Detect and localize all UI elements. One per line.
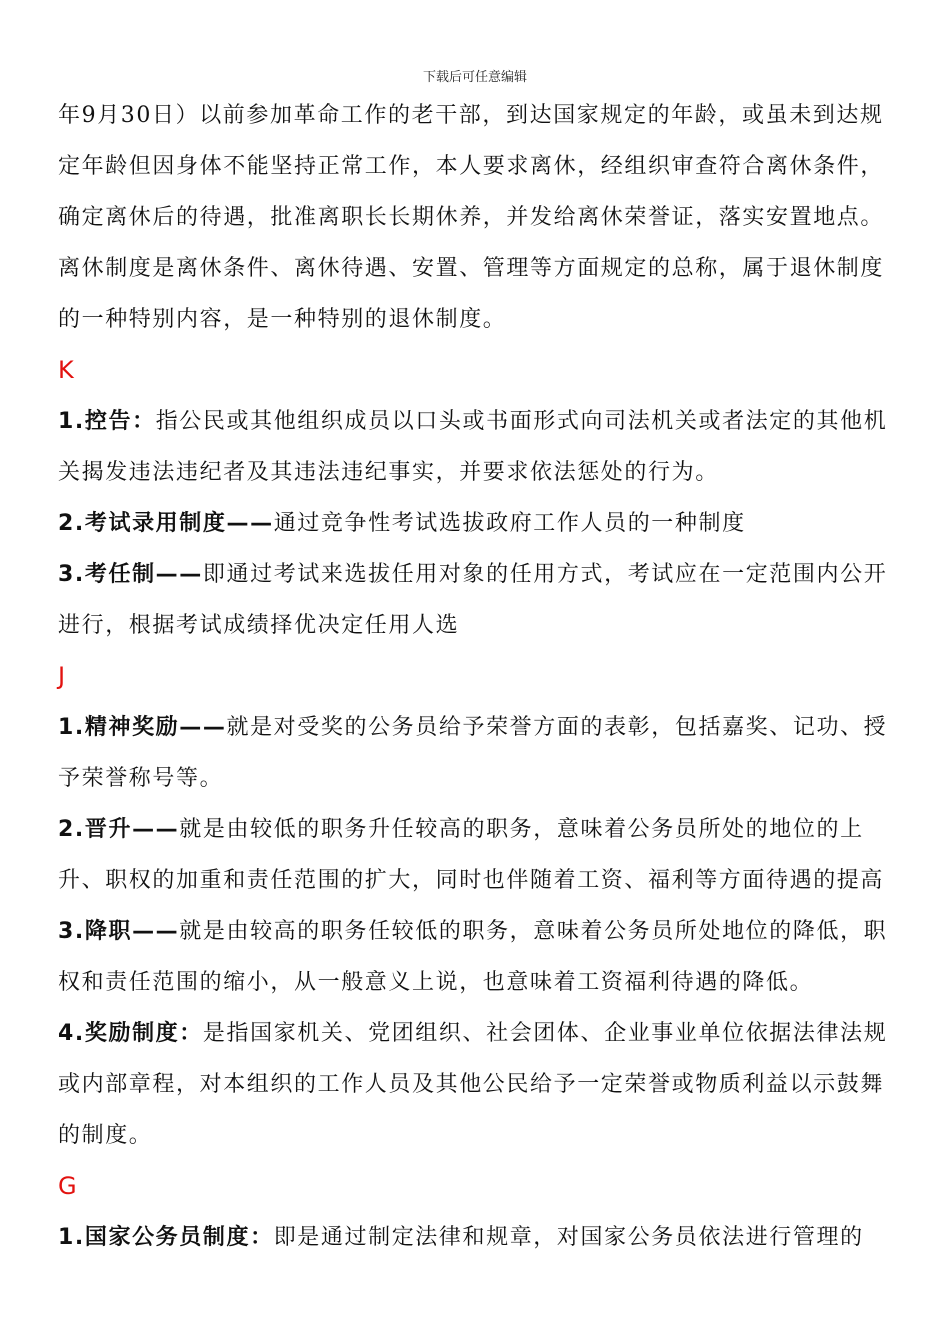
entry-definition: 就是由较低的职务升任较高的职务，意味着公务员所处的地位的上升、职权的加重和责任范围的扩大，同时也伴随着工资、福利等方面待遇的提高 bbox=[58, 817, 885, 893]
entry-definition: 就是对受奖的公务员给予荣誉方面的表彰，包括嘉奖、记功、授予荣誉称号等。 bbox=[58, 715, 888, 791]
section-letter-j: J bbox=[58, 662, 66, 690]
entry-term: 精神奖励—— bbox=[84, 715, 227, 740]
entry-g-1 bbox=[58, 1212, 898, 1263]
entry-k-1 bbox=[58, 396, 898, 498]
entry-number: 1. bbox=[58, 1225, 85, 1250]
entry-k-3 bbox=[58, 549, 898, 651]
intro-paragraph: 年9月30日）以前参加革命工作的老干部，到达国家规定的年龄，或虽未到达规定年龄但因身体不能坚持正常工作，本人要求离休，经组织审查符合离休条件，确定离休后的待遇，批准离职长长期休养，并发给离休荣誉证，落实安置地点。离休制度是离休条件、离休待遇、安置、管理等方面规定的总称，属于退休制度的一种特别内容，是一种特别的退休制度。 bbox=[58, 103, 885, 332]
entry-number: 4. bbox=[58, 1021, 85, 1046]
section-letter-k: K bbox=[58, 356, 74, 384]
entry-term: 降职—— bbox=[84, 919, 180, 944]
entry-term: 晋升—— bbox=[84, 817, 180, 842]
entry-number: 1. bbox=[58, 409, 85, 434]
entry-definition: 指公民或其他组织成员以口头或书面形式向司法机关或者法定的其他机关揭发违法违纪者及其违法违纪事实，并要求依法惩处的行为。 bbox=[58, 409, 888, 485]
entry-definition: 是指国家机关、党团组织、社会团体、企业事业单位依据法律法规或内部章程，对本组织的工作人员及其他公民给予一定荣誉或物质利益以示鼓舞的制度。 bbox=[58, 1021, 888, 1148]
section-letter-g: G bbox=[58, 1172, 77, 1200]
entry-j-1 bbox=[58, 702, 898, 804]
document-body bbox=[58, 90, 898, 1263]
entry-definition: 通过竞争性考试选拔政府工作人员的一种制度 bbox=[273, 511, 746, 536]
page-header: 下载后可任意编辑 bbox=[422, 70, 527, 85]
entry-definition: 即通过考试来选拔任用对象的任用方式，考试应在一定范围内公开进行，根据考试成绩择优决定任用人选 bbox=[58, 562, 888, 638]
entry-definition: 就是由较高的职务任较低的职务，意味着公务员所处地位的降低，职权和责任范围的缩小，从一般意义上说，也意味着工资福利待遇的降低。 bbox=[58, 919, 888, 995]
entry-number: 3. bbox=[58, 562, 85, 587]
entry-term: 控告： bbox=[84, 409, 156, 434]
entry-term: 国家公务员制度： bbox=[84, 1225, 274, 1250]
entry-term: 奖励制度： bbox=[84, 1021, 203, 1046]
entry-j-2 bbox=[58, 804, 898, 906]
entry-number: 2. bbox=[58, 817, 85, 842]
entry-term: 考任制—— bbox=[84, 562, 203, 587]
entry-definition: 即是通过制定法律和规章，对国家公务员依法进行管理的 bbox=[273, 1225, 864, 1250]
entry-number: 2. bbox=[58, 511, 85, 536]
entry-term: 考试录用制度—— bbox=[84, 511, 274, 536]
entry-k-2 bbox=[58, 498, 898, 549]
entry-j-4 bbox=[58, 1008, 898, 1161]
entry-j-3 bbox=[58, 906, 898, 1008]
entry-number: 3. bbox=[58, 919, 85, 944]
entry-number: 1. bbox=[58, 715, 85, 740]
